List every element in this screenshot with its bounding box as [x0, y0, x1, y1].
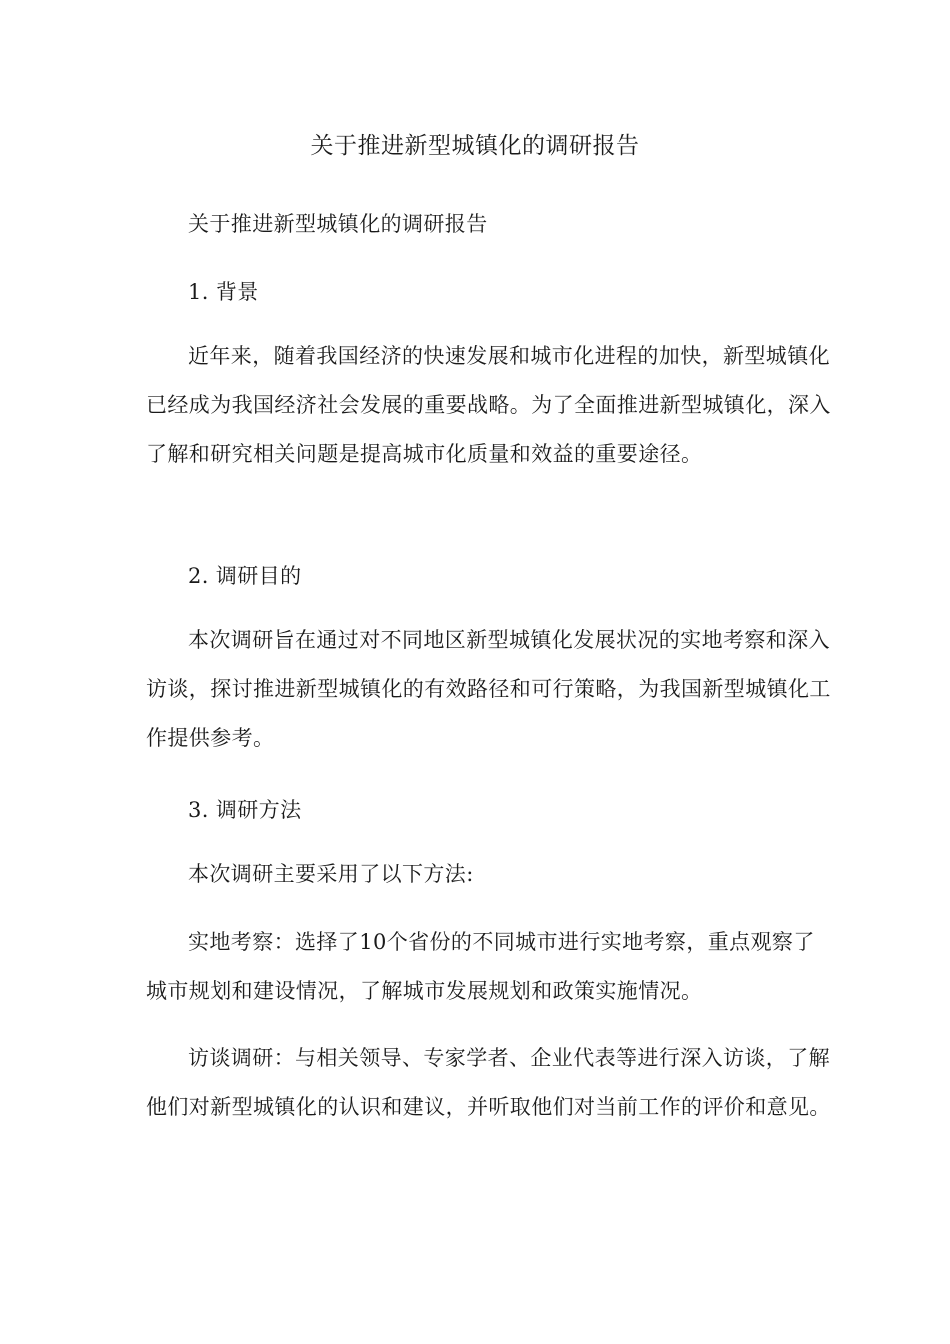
method-intro-paragraph: 本次调研主要采用了以下方法: — [188, 862, 474, 886]
purpose-paragraph: 本次调研旨在通过对不同地区新型城镇化发展状况的实地考察和深入访谈，探讨推进新型城镇化的有效路径和可行策略，为我国新型城镇化工作提供参考。 — [146, 628, 831, 750]
background-paragraph: 近年来，随着我国经济的快速发展和城市化进程的加快，新型城镇化已经成为我国经济社会发展的重要战略。为了全面推进新型城镇化，深入了解和研究相关问题是提高城市化质量和效益的重要途径。 — [146, 344, 831, 466]
section-heading-purpose: 2. 调研目的 — [188, 564, 302, 588]
document-title: 关于推进新型城镇化的调研报告 — [310, 133, 640, 159]
field-survey-paragraph: 实地考察：选择了10个省份的不同城市进行实地考察，重点观察了城市规划和建设情况，了解城市发展规划和政策实施情况。 — [146, 930, 815, 1003]
section-heading-background: 1. 背景 — [188, 280, 259, 304]
document-subtitle: 关于推进新型城镇化的调研报告 — [188, 212, 488, 236]
interview-paragraph: 访谈调研：与相关领导、专家学者、企业代表等进行深入访谈，了解他们对新型城镇化的认识和建议，并听取他们对当前工作的评价和意见。 — [146, 1046, 831, 1119]
section-heading-method: 3. 调研方法 — [188, 798, 302, 822]
